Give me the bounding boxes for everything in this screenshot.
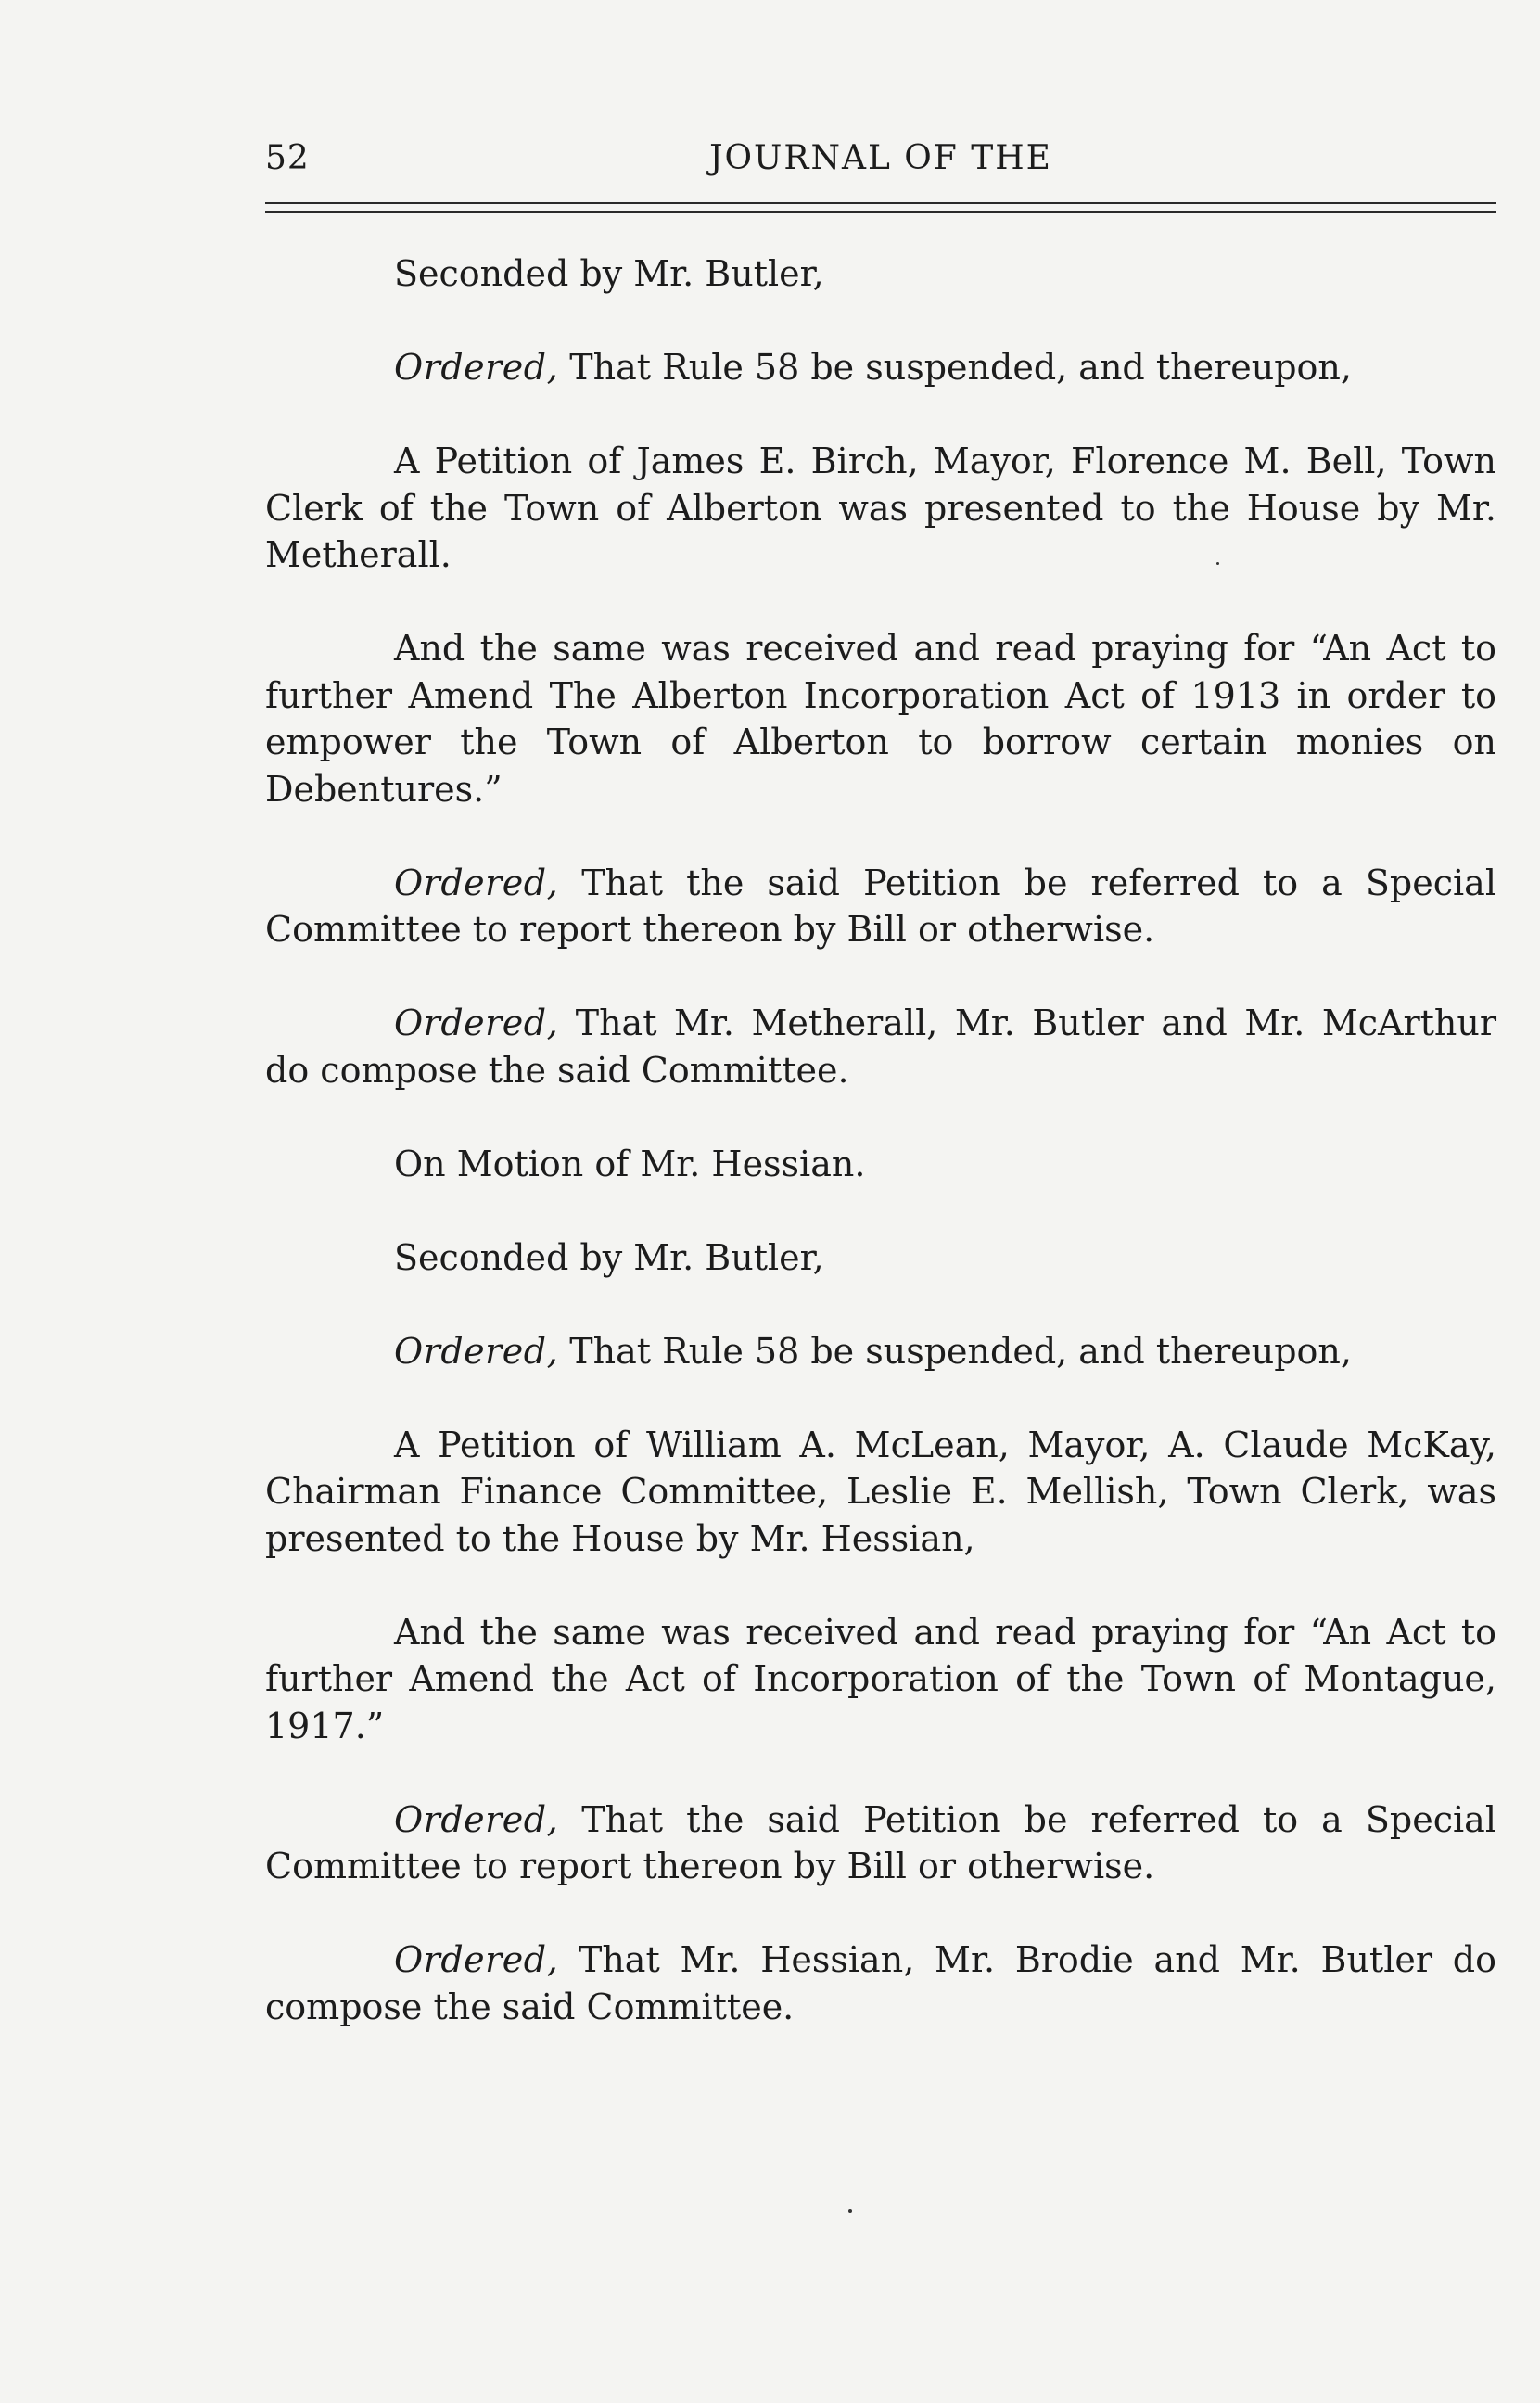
paragraph-text: That Mr. Metherall, Mr. Butler and Mr. McArthur do compose the said Committee. <box>265 1003 1496 1091</box>
paragraph <box>265 1328 1496 1375</box>
paragraph-text: And the same was received and read praying for “An Act to further Amend The Alberton Incorporation Act of 1913 in order to empower the Town of Alberton to borrow certain monies on Debentures.” <box>265 628 1496 810</box>
paragraph <box>265 1141 1496 1188</box>
paragraph <box>265 1000 1496 1093</box>
paragraph-text: Seconded by Mr. Butler, <box>394 1236 824 1278</box>
page-number: 52 <box>265 139 310 177</box>
paragraph-text: That the said Petition be referred to a Special Committee to report thereon by Bill or otherwise. <box>265 862 1496 950</box>
journal-body <box>265 250 1496 2077</box>
header-rule-bottom <box>265 211 1496 213</box>
header-rule-top <box>265 202 1496 204</box>
paragraph <box>265 1796 1496 1890</box>
paragraph-text: That Rule 58 be suspended, and thereupon, <box>558 347 1352 388</box>
paragraph <box>265 438 1496 579</box>
paragraph <box>265 1936 1496 2030</box>
running-title: JOURNAL OF THE <box>709 139 1052 177</box>
ordered-keyword: Ordered, <box>394 347 559 388</box>
paragraph-text: Seconded by Mr. Butler, <box>394 253 824 294</box>
paragraph-text: A Petition of William A. McLean, Mayor, A. Claude McKay, Chairman Finance Committee, Leslie E. Mellish, Town Clerk, was presented to the House by Mr. Hessian, <box>265 1424 1496 1559</box>
paragraph-text: A Petition of James E. Birch, Mayor, Florence M. Bell, Town Clerk of the Town of Alberton was presented to the House by Mr. Metherall. <box>265 441 1496 575</box>
ordered-keyword: Ordered, <box>394 1330 559 1372</box>
paragraph <box>265 1234 1496 1282</box>
paragraph <box>265 625 1496 812</box>
paragraph-text: On Motion of Mr. Hessian. <box>394 1143 866 1184</box>
paragraph-text: That Rule 58 be suspended, and thereupon, <box>558 1330 1352 1372</box>
ordered-keyword: Ordered, <box>394 1798 559 1840</box>
paragraph <box>265 1609 1496 1750</box>
paragraph-text: That the said Petition be referred to a Special Committee to report thereon by Bill or otherwise. <box>265 1798 1496 1886</box>
paragraph <box>265 1422 1496 1563</box>
paper-speck <box>848 2209 852 2213</box>
paragraph-text: And the same was received and read praying for “An Act to further Amend the Act of Incorporation of the Town of Montague, 1917.” <box>265 1611 1496 1746</box>
paragraph <box>265 250 1496 298</box>
ordered-keyword: Ordered, <box>394 1939 559 1980</box>
paragraph-text: That Mr. Hessian, Mr. Brodie and Mr. Butler do compose the said Committee. <box>265 1939 1496 2027</box>
paragraph <box>265 344 1496 391</box>
ordered-keyword: Ordered, <box>394 862 559 903</box>
paragraph <box>265 860 1496 953</box>
paper-speck <box>1216 562 1219 565</box>
page-header <box>265 139 1496 195</box>
ordered-keyword: Ordered, <box>394 1003 559 1043</box>
